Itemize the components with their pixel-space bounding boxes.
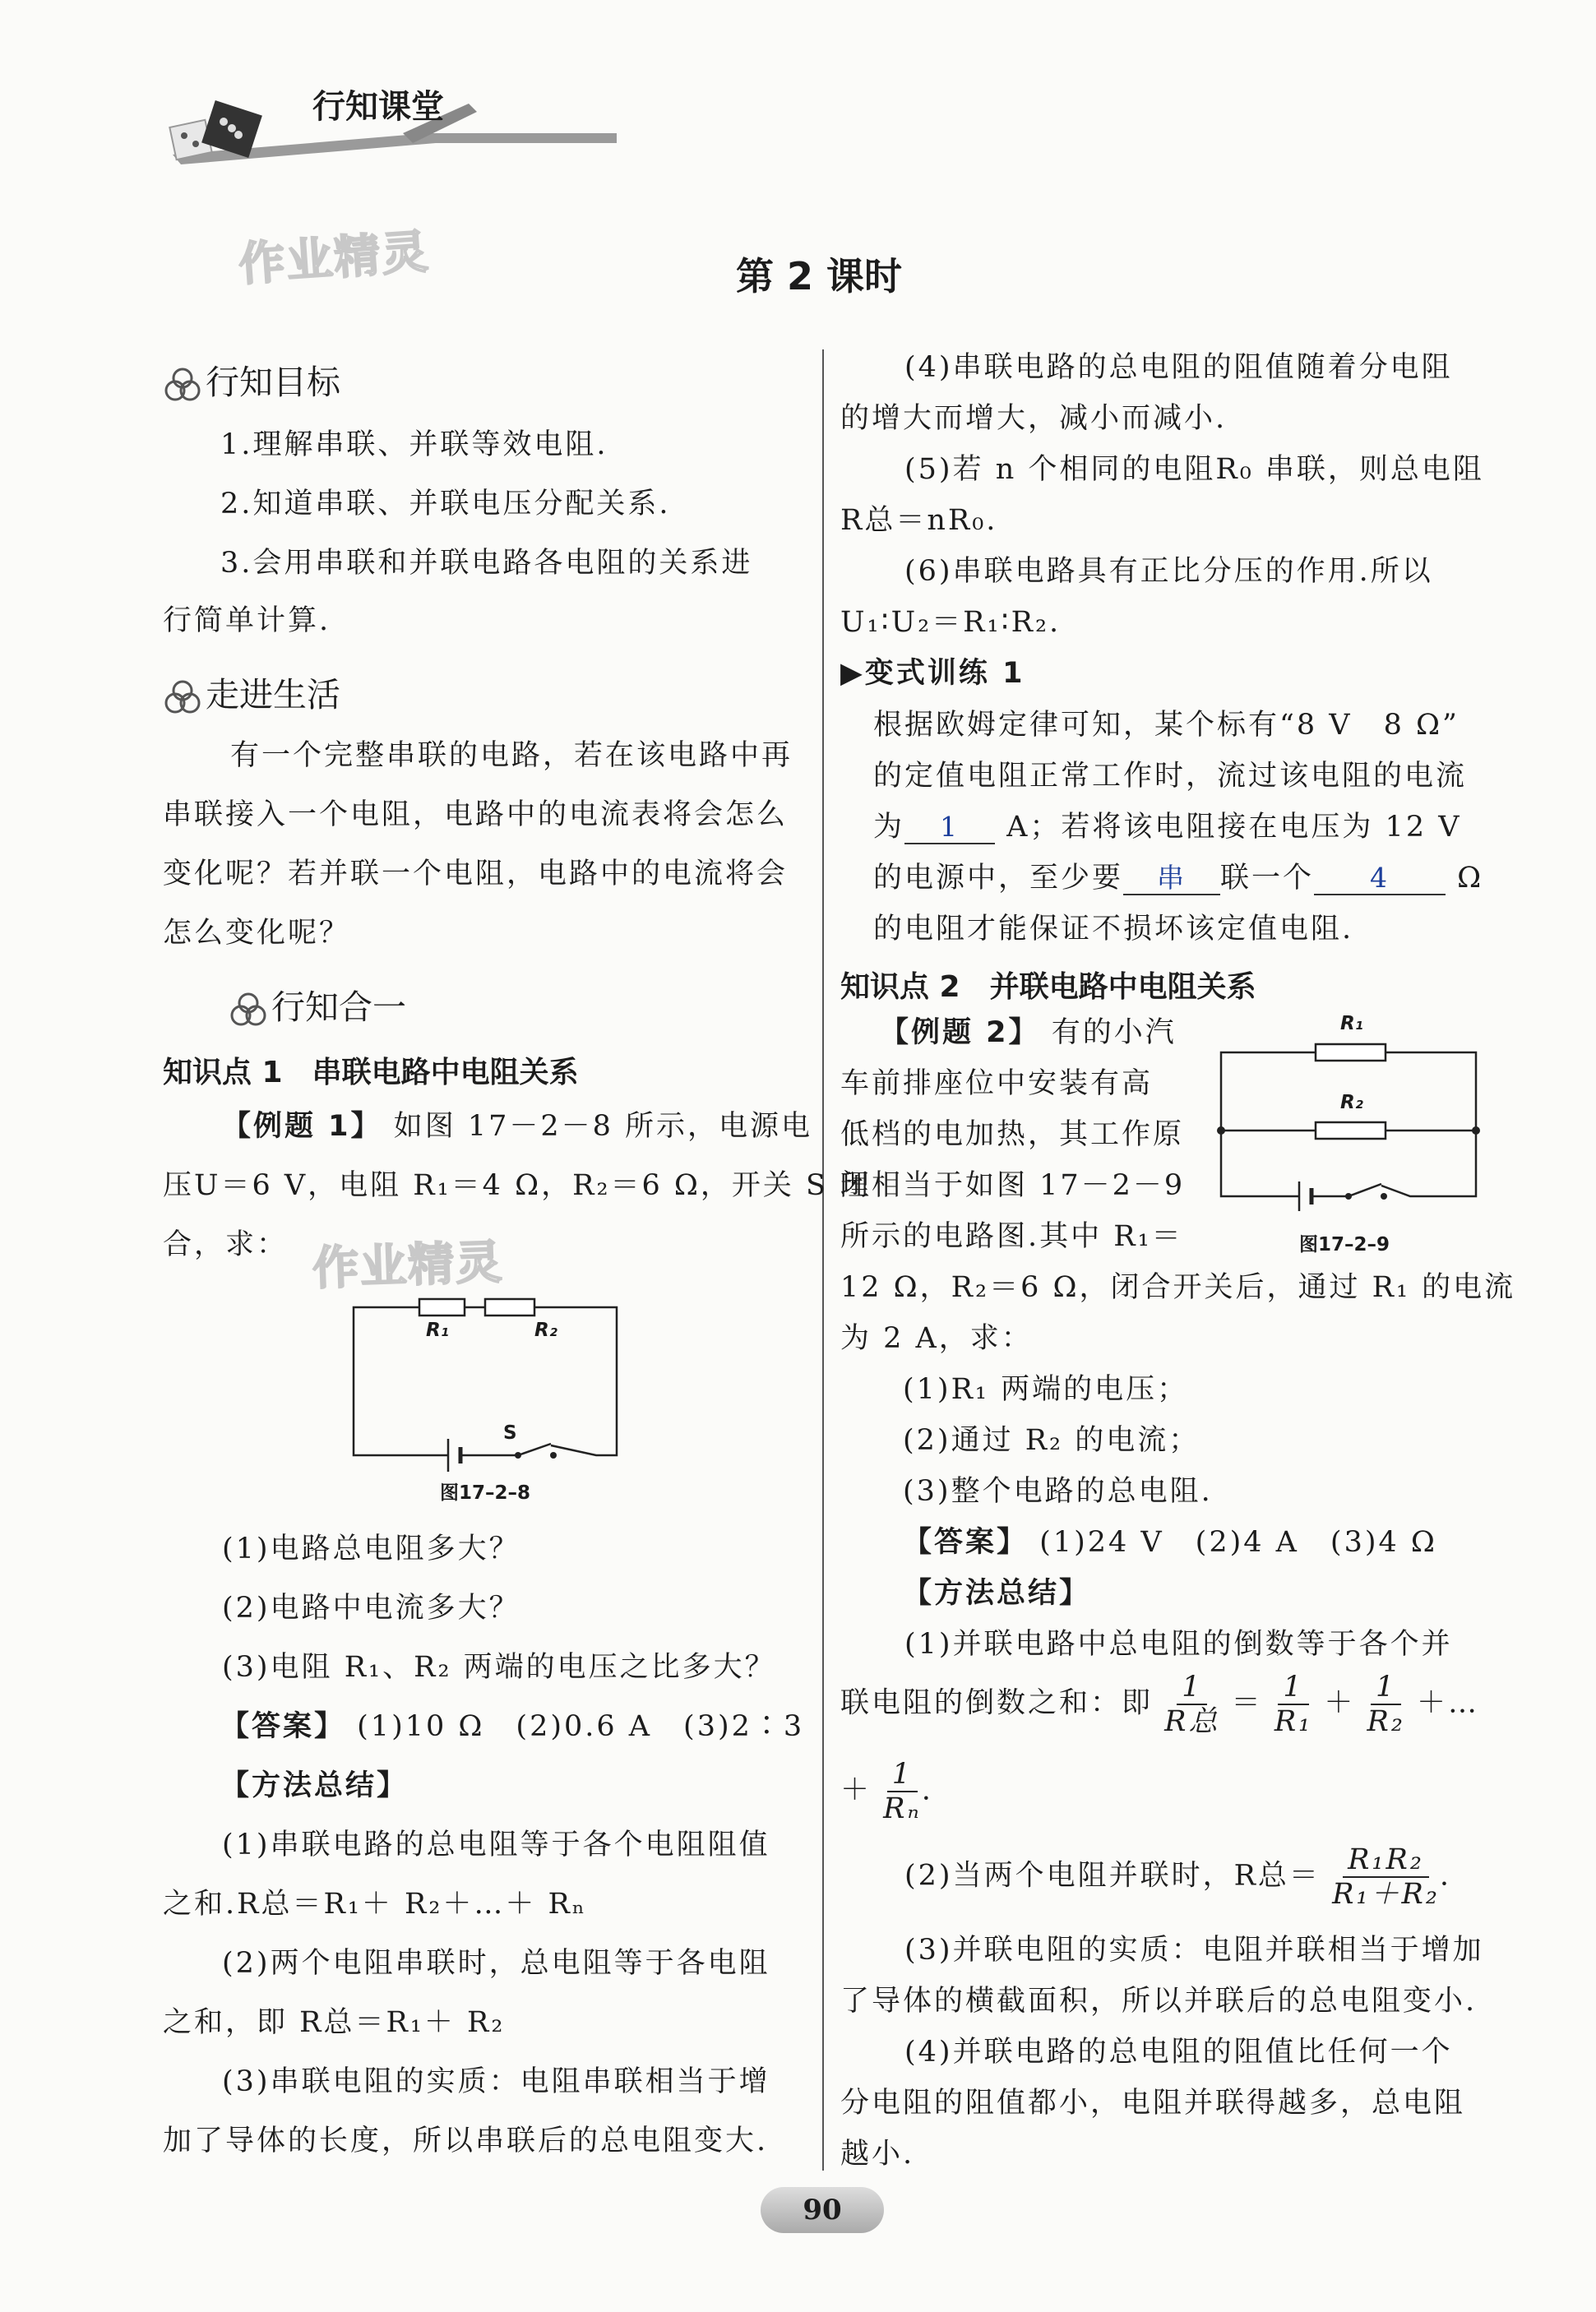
example-line: 车前排座位中安装有高 bbox=[840, 1067, 1154, 1100]
method-line: 之和.R总＝R₁＋ R₂＋…＋ Rₙ bbox=[163, 1888, 587, 1921]
example-line: 合，求： bbox=[163, 1228, 289, 1261]
method-line: (1)并联电路中总电阻的倒数等于各个并 bbox=[904, 1628, 1453, 1661]
fraction: $\frac{1}{\text{Rₙ}}$ bbox=[883, 1758, 922, 1825]
page-number: 90 bbox=[761, 2187, 884, 2233]
paragraph-line: 的增大而增大，减小而减小. bbox=[840, 402, 1228, 435]
goal-line: 3.会用串联和并联电路各电阻的关系进 bbox=[220, 547, 753, 580]
column-divider bbox=[822, 349, 824, 2171]
fraction: $\frac{1}{\text{R₂}}$ bbox=[1367, 1671, 1405, 1738]
example-line: 【例题 1】 如图 17－2－8 所示，电源电 bbox=[222, 1110, 813, 1143]
figure-caption: 图17–2–8 bbox=[440, 1482, 531, 1504]
exercise-line: 的电阻才能保证不损坏该定值电阻. bbox=[873, 913, 1354, 946]
answer-line: 【答案】 (1)10 Ω (2)0.6 A (3)2∶3 bbox=[220, 1710, 805, 1743]
method-line: 分电阻的阻值都小，电阻并联得越多，总电阻 bbox=[840, 2087, 1466, 2120]
fraction: $\frac{1}{\text{R总}}$ bbox=[1164, 1671, 1220, 1738]
answer-blank[interactable]: 4 bbox=[1314, 862, 1446, 895]
method-line: (2)两个电阻串联时，总电阻等于各电阻 bbox=[222, 1947, 770, 1980]
exercise-line: 根据欧姆定律可知，某个标有“8 V 8 Ω” bbox=[873, 709, 1460, 742]
example-line: 为 2 A，求： bbox=[840, 1322, 1033, 1355]
fraction: $\frac{1}{\text{R₁}}$ bbox=[1274, 1671, 1313, 1738]
circuit-diagram bbox=[1213, 1020, 1484, 1233]
resistor-label: R₁ bbox=[1340, 1013, 1363, 1034]
method-summary-tag: 【方法总结】 bbox=[220, 1769, 409, 1802]
resistor-label: R₂ bbox=[1340, 1092, 1363, 1113]
example-line: 所示的电路图.其中 R₁＝ bbox=[840, 1220, 1183, 1253]
variant-training-tag: ▶变式训练 1 bbox=[840, 657, 1025, 690]
figure-caption: 图17–2–9 bbox=[1299, 1234, 1390, 1255]
goal-line: 2.知道串联、并联电压分配关系. bbox=[220, 488, 671, 520]
method-line: 越小. bbox=[840, 2138, 915, 2171]
header-title: 行知课堂 bbox=[312, 88, 444, 126]
formula-line: ＋ $\frac{1}{\text{Rₙ}}$ . bbox=[840, 1758, 933, 1825]
goal-line: 行简单计算. bbox=[163, 604, 331, 637]
exercise-line: 为 1 A；若将该电阻接在电压为 12 V bbox=[873, 811, 1462, 844]
formula-line: (2)当两个电阻并联时，R总＝ $\frac{\text{R₁R₂}}{\text{R₁＋R₂}}$ . bbox=[904, 1843, 1451, 1911]
paragraph-line: 怎么变化呢？ bbox=[163, 917, 351, 950]
method-line: 加了导体的长度，所以串联后的总电阻变大. bbox=[163, 2125, 769, 2157]
section-heading: 行知合一 bbox=[230, 980, 406, 1029]
answer-line: 【答案】 (1)24 V (2)4 A (3)4 Ω bbox=[903, 1526, 1437, 1559]
question-line: (2)电路中电流多大？ bbox=[222, 1592, 520, 1625]
paragraph-line: (6)串联电路具有正比分压的作用.所以 bbox=[904, 555, 1433, 588]
lesson-title: 第 2 课时 bbox=[736, 254, 903, 298]
example-line: 压U＝6 V，电阻 R₁＝4 Ω，R₂＝6 Ω，开关 S 闭 bbox=[163, 1169, 872, 1202]
paragraph-line: R总＝nR₀. bbox=[840, 504, 998, 537]
method-summary-tag: 【方法总结】 bbox=[903, 1577, 1091, 1610]
section-heading: 行知目标 bbox=[164, 355, 340, 404]
resistor-label: R₂ bbox=[534, 1320, 557, 1341]
paragraph-line: 变化呢？若并联一个电阻，电路中的电流将会 bbox=[163, 858, 789, 890]
paragraph-line: 有一个完整串联的电路，若在该电路中再 bbox=[230, 739, 793, 772]
method-line: (3)串联电阻的实质：电阻串联相当于增 bbox=[222, 2065, 770, 2098]
method-line: 之和，即 R总＝R₁＋ R₂ bbox=[163, 2006, 506, 2039]
example-line: 【例题 2】 有的小汽 bbox=[880, 1016, 1177, 1049]
question-line: (3)电阻 R₁、R₂ 两端的电压之比多大？ bbox=[222, 1651, 776, 1684]
method-line: (4)并联电路的总电阻的阻值比任何一个 bbox=[904, 2036, 1453, 2069]
question-line: (1)电路总电阻多大？ bbox=[222, 1533, 520, 1565]
paragraph-line: (5)若 n 个相同的电阻R₀ 串联，则总电阻 bbox=[904, 453, 1484, 486]
method-line: (3)并联电阻的实质：电阻并联相当于增加 bbox=[904, 1934, 1484, 1967]
answer-blank[interactable]: 1 bbox=[904, 812, 995, 844]
answer-blank[interactable]: 串 bbox=[1123, 862, 1220, 895]
fraction: $\frac{\text{R₁R₂}}{\text{R₁＋R₂}}$ bbox=[1332, 1843, 1440, 1911]
section-heading: 走进生活 bbox=[164, 668, 340, 716]
rings-icon bbox=[164, 367, 201, 403]
method-line: 了导体的横截面积，所以并联后的总电阻变小. bbox=[840, 1985, 1478, 2018]
formula-line: 联电阻的倒数之和：即 $\frac{1}{\text{R总}}$ ＝ $\frac{1}{\text{R₁}}$ ＋ $\frac{1}{\text{R₂}}$ ＋… bbox=[840, 1671, 1480, 1738]
switch-label: S bbox=[503, 1422, 517, 1444]
question-line: (3)整个电路的总电阻. bbox=[903, 1475, 1213, 1508]
paragraph-line: 串联接入一个电阻，电路中的电流表将会怎么 bbox=[163, 798, 789, 831]
watermark: 作业精灵 bbox=[312, 1235, 505, 1297]
example-line: 低档的电加热，其工作原 bbox=[840, 1118, 1185, 1151]
method-line: (1)串联电路的总电阻等于各个电阻阻值 bbox=[222, 1829, 770, 1861]
watermark: 作业精灵 bbox=[237, 224, 432, 293]
example-line: 理相当于如图 17－2－9 bbox=[840, 1169, 1186, 1202]
paragraph-line: U₁∶U₂＝R₁∶R₂. bbox=[840, 606, 1062, 639]
resistor-label: R₁ bbox=[426, 1320, 449, 1341]
example-line: 12 Ω，R₂＝6 Ω，闭合开关后，通过 R₁ 的电流 bbox=[840, 1271, 1516, 1304]
circuit-diagram bbox=[349, 1291, 621, 1505]
rings-icon bbox=[164, 679, 201, 715]
exercise-line: 的电源中，至少要 串 联一个 4 Ω bbox=[873, 862, 1484, 895]
knowledge-point-heading: 知识点 1 串联电路中电阻关系 bbox=[163, 1056, 579, 1089]
question-line: (2)通过 R₂ 的电流； bbox=[903, 1424, 1200, 1457]
exercise-line: 的定值电阻正常工作时，流过该电阻的电流 bbox=[873, 760, 1468, 793]
rings-icon bbox=[230, 992, 266, 1028]
knowledge-point-heading: 知识点 2 并联电路中电阻关系 bbox=[840, 970, 1256, 1004]
question-line: (1)R₁ 两端的电压； bbox=[903, 1373, 1189, 1406]
goal-line: 1.理解串联、并联等效电阻. bbox=[220, 428, 608, 461]
paragraph-line: (4)串联电路的总电阻的阻值随着分电阻 bbox=[904, 351, 1453, 384]
